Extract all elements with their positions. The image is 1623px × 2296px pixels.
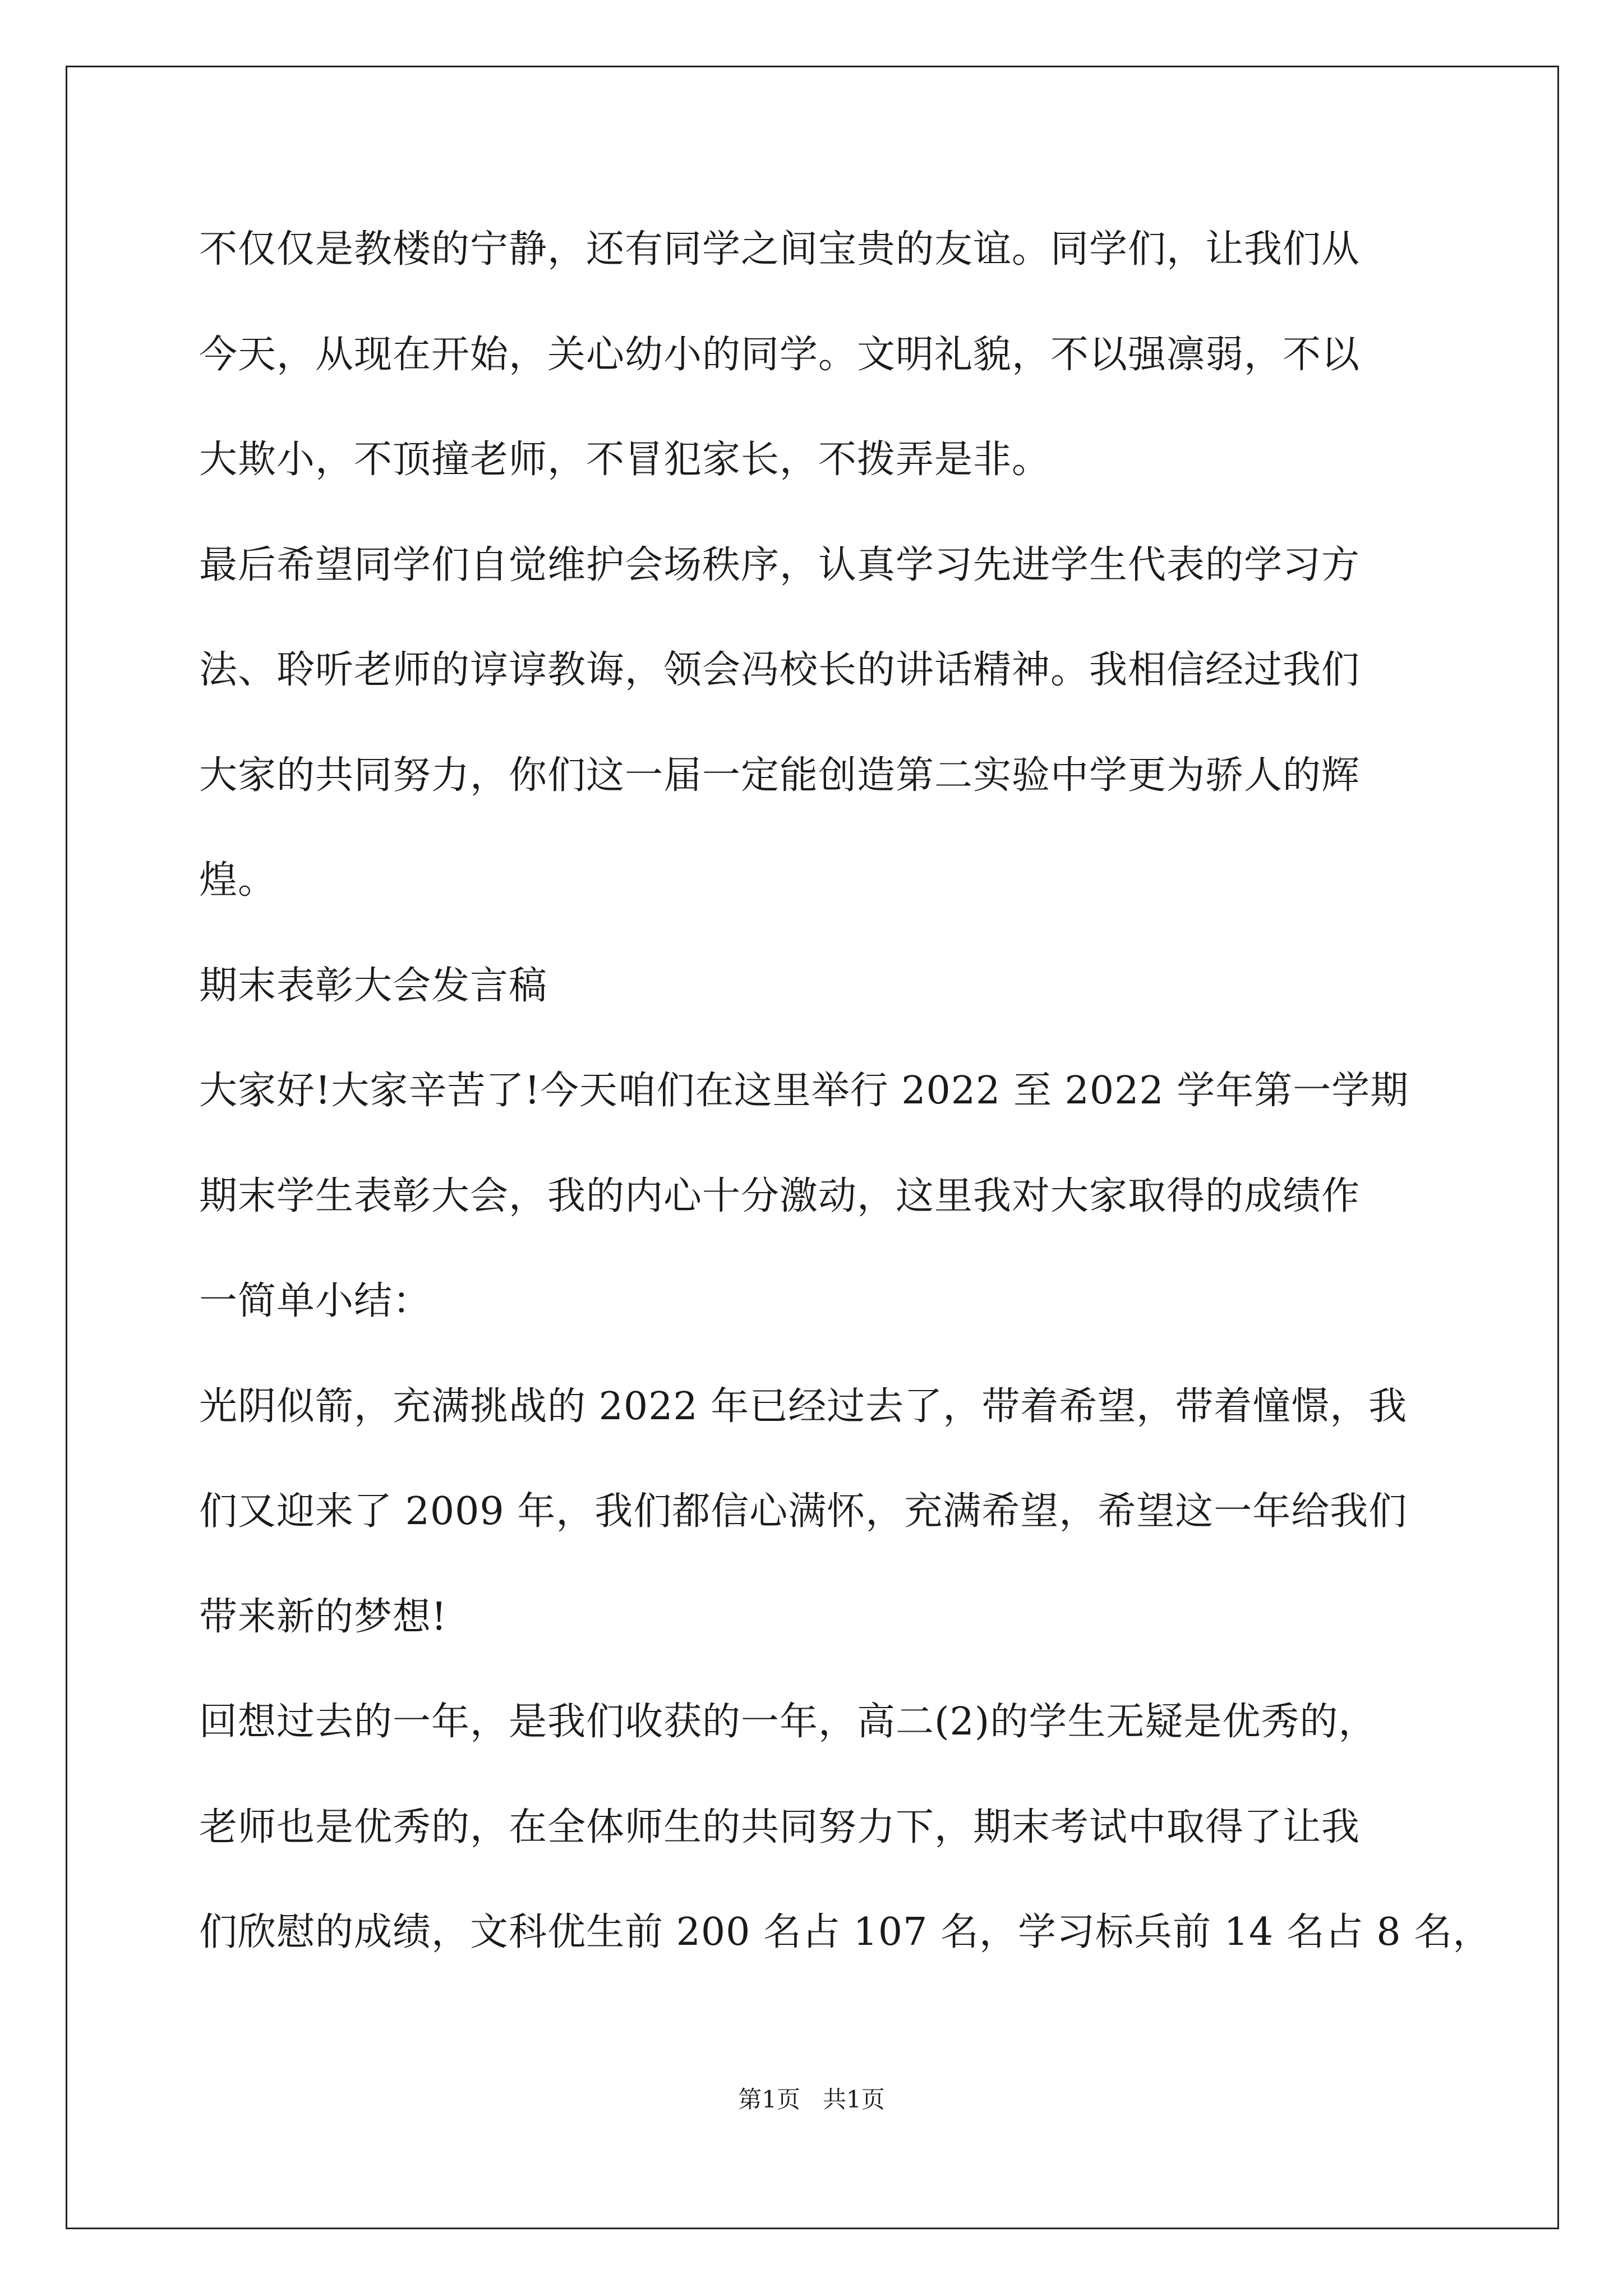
body-line-15: 回想过去的一年，是我们收获的一年，高二(2)的学生无疑是优秀的， (199, 1700, 1377, 1744)
body-line-17: 们欣慰的成绩，文科优生前 200 名占 107 名，学习标兵前 14 名占 8 名， (199, 1910, 1492, 1954)
body-line-5: 法、聆听老师的谆谆教诲，领会冯校长的讲话精神。我相信经过我们 (199, 648, 1361, 692)
page-footer: 第1页 共1页 (738, 2086, 885, 2113)
page-border (66, 66, 1559, 2229)
body-line-9: 大家好!大家辛苦了!今天咱们在这里举行 2022 至 2022 学年第一学期 (199, 1069, 1409, 1113)
body-line-1: 不仅仅是教楼的宁静，还有同学之间宝贵的友谊。同学们，让我们从 (199, 227, 1361, 272)
body-line-16: 老师也是优秀的，在全体师生的共同努力下，期末考试中取得了让我 (199, 1805, 1361, 1849)
section-heading: 期末表彰大会发言稿 (199, 964, 548, 1008)
body-line-6: 大家的共同努力，你们这一届一定能创造第二实验中学更为骄人的辉 (199, 753, 1361, 798)
body-line-2: 今天，从现在开始，关心幼小的同学。文明礼貌，不以强凛弱，不以 (199, 333, 1361, 377)
body-line-3: 大欺小，不顶撞老师，不冒犯家长，不拨弄是非。 (199, 438, 1051, 482)
body-line-12: 光阴似箭，充满挑战的 2022 年已经过去了，带着希望，带着憧憬，我 (199, 1384, 1408, 1429)
body-line-7: 煌。 (199, 858, 277, 903)
body-line-14: 带来新的梦想! (199, 1595, 448, 1639)
body-line-10: 期末学生表彰大会，我的内心十分激动，这里我对大家取得的成绩作 (199, 1174, 1361, 1218)
body-line-11: 一简单小结： (199, 1279, 432, 1323)
body-line-4: 最后希望同学们自觉维护会场秩序，认真学习先进学生代表的学习方 (199, 543, 1361, 587)
body-line-13: 们又迎来了 2009 年，我们都信心满怀，充满希望，希望这一年给我们 (199, 1489, 1408, 1534)
